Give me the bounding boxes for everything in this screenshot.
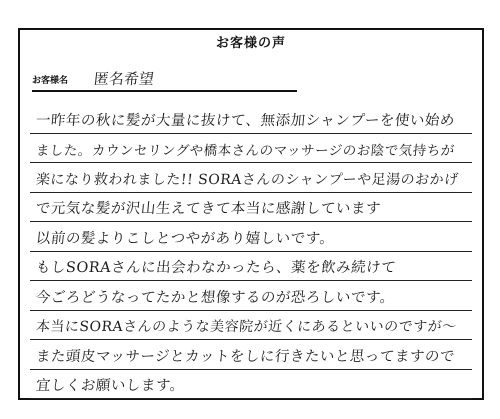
handwritten-text: また頭皮マッサージとカットをしに行きたいと思ってますので bbox=[35, 348, 456, 365]
ruled-line bbox=[30, 193, 472, 223]
customer-name-row bbox=[32, 64, 297, 92]
ruled-line bbox=[30, 134, 472, 164]
ruled-line bbox=[30, 311, 472, 341]
testimonial-form bbox=[18, 28, 484, 400]
ruled-line bbox=[30, 104, 472, 134]
handwritten-text: もしSORAさんに出会わなかったら、薬を飲み続けて bbox=[35, 260, 397, 276]
handwritten-text: 本当にSORAさんのような美容院が近くにあるといいのですが〜 bbox=[35, 319, 458, 335]
ruled-line bbox=[30, 163, 472, 193]
ruled-line bbox=[30, 222, 472, 252]
customer-name-label: お客様名 bbox=[32, 76, 69, 86]
handwritten-text: 宜しくお願いします。 bbox=[35, 378, 186, 394]
handwritten-text: ました。カウンセリングや橋本さんのマッサージのお陰で気持ちが bbox=[35, 143, 456, 159]
form-title: お客様の声 bbox=[215, 36, 286, 51]
handwritten-text: 以前の髪よりこしとつやがあり嬉しいです。 bbox=[35, 230, 336, 247]
ruled-line bbox=[30, 340, 472, 370]
handwritten-lines bbox=[30, 104, 472, 399]
customer-name-value: 匿名希望 bbox=[93, 70, 155, 88]
ruled-line bbox=[30, 370, 472, 400]
handwritten-text: 楽になり救われました!! SORAさんのシャンプーや足湯のおかげ bbox=[35, 171, 460, 188]
ruled-line bbox=[30, 252, 472, 282]
handwritten-text: 今ごろどうなってたかと想像するのが恐ろしいです。 bbox=[35, 289, 396, 306]
ruled-line bbox=[30, 281, 472, 311]
handwritten-text: 一昨年の秋に髪が大量に抜けて、無添加シャンプーを使い始め bbox=[35, 112, 456, 129]
handwritten-text: で元気な髪が沢山生えてきて本当に感謝しています bbox=[35, 201, 382, 217]
